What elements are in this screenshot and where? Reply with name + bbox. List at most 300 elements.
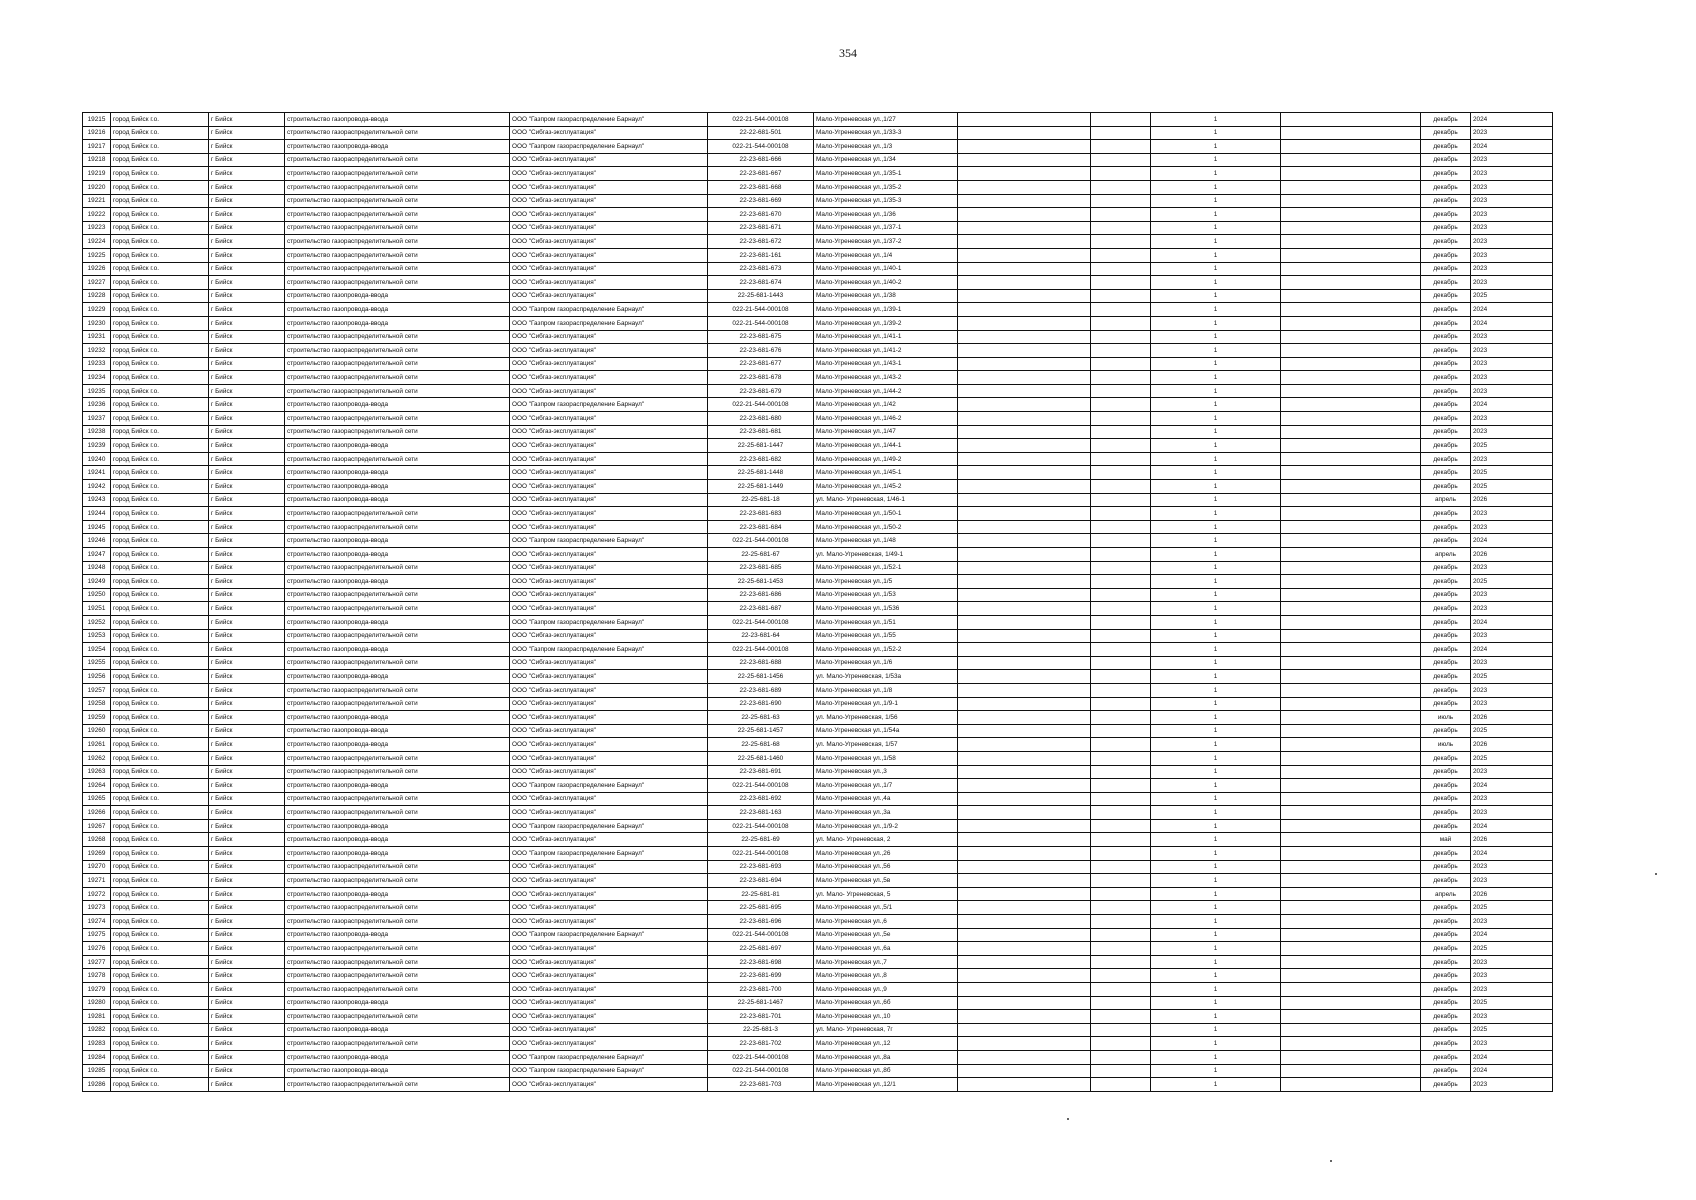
cell-year: 2026 (1471, 548, 1553, 562)
table-row (83, 113, 1553, 127)
cell-work-type: строительство газораспределительной сети (285, 656, 510, 670)
cell-extra-3 (1281, 724, 1421, 738)
cell-extra-1 (958, 330, 1091, 344)
cell-month: декабрь (1421, 303, 1471, 317)
cell-month: декабрь (1421, 1023, 1471, 1037)
cell-quantity: 1 (1151, 765, 1281, 779)
cell-work-type: строительство газораспределительной сети (285, 969, 510, 983)
cell-extra-2 (1091, 751, 1151, 765)
cell-municipality: город Бийск г.о. (111, 588, 209, 602)
cell-extra-2 (1091, 1010, 1151, 1024)
cell-extra-3 (1281, 860, 1421, 874)
cell-year: 2023 (1471, 697, 1553, 711)
cell-address: ул. Мало- Угреневская, 2 (814, 833, 958, 847)
cell-organization: ООО "Сибгаз-эксплуатация" (510, 697, 708, 711)
cell-month: декабрь (1421, 1078, 1471, 1092)
cell-address: Мало-Угреневская ул.,1/3 (814, 140, 958, 154)
cell-address: Мало-Угреневская ул.,1/54а (814, 724, 958, 738)
cell-year: 2023 (1471, 194, 1553, 208)
cell-quantity: 1 (1151, 180, 1281, 194)
cell-extra-1 (958, 928, 1091, 942)
cell-organization: ООО "Сибгаз-эксплуатация" (510, 344, 708, 358)
cell-municipality: город Бийск г.о. (111, 887, 209, 901)
cell-extra-1 (958, 697, 1091, 711)
cell-extra-3 (1281, 1023, 1421, 1037)
cell-quantity: 1 (1151, 303, 1281, 317)
cell-year: 2025 (1471, 670, 1553, 684)
cell-quantity: 1 (1151, 887, 1281, 901)
cell-year: 2023 (1471, 384, 1553, 398)
cell-extra-1 (958, 248, 1091, 262)
cell-address: Мало-Угреневская ул.,1/44-1 (814, 439, 958, 453)
cell-address: Мало-Угреневская ул.,1/45-2 (814, 480, 958, 494)
table-row (83, 928, 1553, 942)
table-row (83, 1050, 1553, 1064)
cell-year: 2024 (1471, 1064, 1553, 1078)
cell-organization: ООО "Сибгаз-эксплуатация" (510, 480, 708, 494)
cell-settlement: г Бийск (209, 384, 285, 398)
cell-municipality: город Бийск г.о. (111, 452, 209, 466)
cell-month: декабрь (1421, 1037, 1471, 1051)
cell-work-type: строительство газораспределительной сети (285, 561, 510, 575)
cell-quantity: 1 (1151, 969, 1281, 983)
cell-address: Мало-Угреневская ул.,1/40-2 (814, 276, 958, 290)
cell-extra-1 (958, 439, 1091, 453)
cell-work-type: строительство газопровода-ввода (285, 643, 510, 657)
cell-organization: ООО "Сибгаз-эксплуатация" (510, 996, 708, 1010)
cell-year: 2024 (1471, 1050, 1553, 1064)
cell-extra-3 (1281, 357, 1421, 371)
cell-registry-code: 22-23-681-688 (708, 656, 814, 670)
cell-registry-code: 22-23-681-163 (708, 806, 814, 820)
cell-municipality: город Бийск г.о. (111, 915, 209, 929)
cell-municipality: город Бийск г.о. (111, 126, 209, 140)
cell-extra-1 (958, 1064, 1091, 1078)
cell-address: Мало-Угреневская ул.,1/46-2 (814, 412, 958, 426)
registry-table (82, 112, 1553, 1092)
cell-work-type: строительство газопровода-ввода (285, 819, 510, 833)
cell-extra-1 (958, 819, 1091, 833)
cell-month: декабрь (1421, 955, 1471, 969)
table-row (83, 1037, 1553, 1051)
cell-settlement: г Бийск (209, 928, 285, 942)
cell-municipality: город Бийск г.о. (111, 548, 209, 562)
cell-work-type: строительство газораспределительной сети (285, 806, 510, 820)
cell-settlement: г Бийск (209, 588, 285, 602)
cell-row-number: 19250 (83, 588, 111, 602)
cell-extra-2 (1091, 942, 1151, 956)
cell-extra-2 (1091, 466, 1151, 480)
cell-extra-2 (1091, 113, 1151, 127)
cell-settlement: г Бийск (209, 860, 285, 874)
cell-registry-code: 22-25-681-1443 (708, 289, 814, 303)
cell-year: 2023 (1471, 167, 1553, 181)
cell-work-type: строительство газораспределительной сети (285, 602, 510, 616)
cell-address: Мало-Угреневская ул.,6б (814, 996, 958, 1010)
cell-quantity: 1 (1151, 534, 1281, 548)
cell-work-type: строительство газопровода-ввода (285, 493, 510, 507)
cell-registry-code: 22-23-681-678 (708, 371, 814, 385)
cell-address: Мало-Угреневская ул.,1/53 (814, 588, 958, 602)
cell-extra-2 (1091, 289, 1151, 303)
cell-organization: ООО "Сибгаз-эксплуатация" (510, 221, 708, 235)
cell-registry-code: 22-23-681-701 (708, 1010, 814, 1024)
cell-year: 2024 (1471, 819, 1553, 833)
cell-work-type: строительство газораспределительной сети (285, 915, 510, 929)
cell-settlement: г Бийск (209, 180, 285, 194)
cell-registry-code: 22-23-681-674 (708, 276, 814, 290)
table-row (83, 1023, 1553, 1037)
cell-municipality: город Бийск г.о. (111, 819, 209, 833)
cell-quantity: 1 (1151, 942, 1281, 956)
cell-row-number: 19248 (83, 561, 111, 575)
cell-registry-code: 22-23-681-675 (708, 330, 814, 344)
cell-year: 2023 (1471, 208, 1553, 222)
cell-month: декабрь (1421, 656, 1471, 670)
cell-work-type: строительство газопровода-ввода (285, 615, 510, 629)
cell-work-type: строительство газораспределительной сети (285, 520, 510, 534)
cell-month: декабрь (1421, 357, 1471, 371)
cell-extra-3 (1281, 330, 1421, 344)
table-row (83, 1064, 1553, 1078)
cell-extra-3 (1281, 507, 1421, 521)
cell-address: Мало-Угреневская ул.,1/9-1 (814, 697, 958, 711)
cell-extra-3 (1281, 711, 1421, 725)
cell-extra-3 (1281, 371, 1421, 385)
cell-municipality: город Бийск г.о. (111, 765, 209, 779)
cell-organization: ООО "Сибгаз-эксплуатация" (510, 656, 708, 670)
cell-quantity: 1 (1151, 493, 1281, 507)
cell-organization: ООО "Сибгаз-эксплуатация" (510, 561, 708, 575)
cell-organization: ООО "Сибгаз-эксплуатация" (510, 887, 708, 901)
cell-month: декабрь (1421, 466, 1471, 480)
cell-registry-code: 22-23-681-681 (708, 425, 814, 439)
cell-organization: ООО "Газпром газораспределение Барнаул" (510, 534, 708, 548)
cell-organization: ООО "Сибгаз-эксплуатация" (510, 153, 708, 167)
cell-quantity: 1 (1151, 629, 1281, 643)
cell-extra-1 (958, 344, 1091, 358)
table-row (83, 765, 1553, 779)
cell-row-number: 19281 (83, 1010, 111, 1024)
cell-month: декабрь (1421, 643, 1471, 657)
table-row (83, 194, 1553, 208)
table-row (83, 439, 1553, 453)
cell-organization: ООО "Сибгаз-эксплуатация" (510, 371, 708, 385)
cell-municipality: город Бийск г.о. (111, 276, 209, 290)
cell-address: Мало-Угреневская ул.,1/9-2 (814, 819, 958, 833)
cell-month: апрель (1421, 493, 1471, 507)
cell-extra-1 (958, 561, 1091, 575)
cell-month: декабрь (1421, 113, 1471, 127)
table-row (83, 724, 1553, 738)
cell-organization: ООО "Сибгаз-эксплуатация" (510, 357, 708, 371)
cell-municipality: город Бийск г.о. (111, 969, 209, 983)
cell-organization: ООО "Газпром газораспределение Барнаул" (510, 140, 708, 154)
cell-organization: ООО "Сибгаз-эксплуатация" (510, 738, 708, 752)
cell-work-type: строительство газораспределительной сети (285, 153, 510, 167)
cell-address: ул. Мало-Угреневская, 1/56 (814, 711, 958, 725)
cell-month: декабрь (1421, 983, 1471, 997)
cell-month: декабрь (1421, 520, 1471, 534)
cell-work-type: строительство газораспределительной сети (285, 371, 510, 385)
cell-extra-1 (958, 262, 1091, 276)
cell-extra-1 (958, 738, 1091, 752)
cell-address: Мало-Угреневская ул.,1/50-2 (814, 520, 958, 534)
table-row (83, 602, 1553, 616)
cell-extra-1 (958, 643, 1091, 657)
cell-quantity: 1 (1151, 289, 1281, 303)
cell-month: декабрь (1421, 819, 1471, 833)
cell-month: декабрь (1421, 996, 1471, 1010)
cell-settlement: г Бийск (209, 1037, 285, 1051)
cell-registry-code: 22-22-681-501 (708, 126, 814, 140)
cell-row-number: 19215 (83, 113, 111, 127)
cell-settlement: г Бийск (209, 534, 285, 548)
cell-extra-3 (1281, 466, 1421, 480)
cell-settlement: г Бийск (209, 697, 285, 711)
cell-extra-3 (1281, 1050, 1421, 1064)
cell-registry-code: 22-25-681-1448 (708, 466, 814, 480)
cell-organization: ООО "Сибгаз-эксплуатация" (510, 248, 708, 262)
cell-quantity: 1 (1151, 955, 1281, 969)
cell-settlement: г Бийск (209, 548, 285, 562)
cell-settlement: г Бийск (209, 711, 285, 725)
cell-year: 2023 (1471, 153, 1553, 167)
cell-settlement: г Бийск (209, 194, 285, 208)
cell-address: Мало-Угреневская ул.,12 (814, 1037, 958, 1051)
cell-settlement: г Бийск (209, 1078, 285, 1092)
cell-year: 2026 (1471, 711, 1553, 725)
cell-month: декабрь (1421, 602, 1471, 616)
table-row (83, 847, 1553, 861)
cell-extra-1 (958, 493, 1091, 507)
cell-work-type: строительство газопровода-ввода (285, 466, 510, 480)
cell-address: Мало-Угреневская ул.,26 (814, 847, 958, 861)
cell-extra-3 (1281, 942, 1421, 956)
cell-work-type: строительство газораспределительной сети (285, 983, 510, 997)
cell-municipality: город Бийск г.о. (111, 724, 209, 738)
cell-work-type: строительство газопровода-ввода (285, 534, 510, 548)
cell-extra-3 (1281, 629, 1421, 643)
cell-month: декабрь (1421, 126, 1471, 140)
cell-registry-code: 22-23-681-64 (708, 629, 814, 643)
cell-extra-2 (1091, 452, 1151, 466)
cell-extra-1 (958, 180, 1091, 194)
cell-row-number: 19267 (83, 819, 111, 833)
cell-quantity: 1 (1151, 1078, 1281, 1092)
cell-extra-2 (1091, 915, 1151, 929)
cell-row-number: 19279 (83, 983, 111, 997)
cell-extra-1 (958, 847, 1091, 861)
cell-extra-1 (958, 452, 1091, 466)
cell-municipality: город Бийск г.о. (111, 847, 209, 861)
cell-row-number: 19241 (83, 466, 111, 480)
cell-year: 2024 (1471, 303, 1553, 317)
cell-address: Мало-Угреневская ул.,12/1 (814, 1078, 958, 1092)
cell-organization: ООО "Газпром газораспределение Барнаул" (510, 847, 708, 861)
cell-year: 2024 (1471, 534, 1553, 548)
cell-organization: ООО "Газпром газораспределение Барнаул" (510, 819, 708, 833)
cell-month: апрель (1421, 548, 1471, 562)
cell-month: декабрь (1421, 425, 1471, 439)
cell-work-type: строительство газораспределительной сети (285, 697, 510, 711)
cell-settlement: г Бийск (209, 683, 285, 697)
cell-extra-1 (958, 602, 1091, 616)
cell-registry-code: 022-21-544-000108 (708, 779, 814, 793)
cell-month: декабрь (1421, 942, 1471, 956)
cell-address: Мало-Угреневская ул.,5в (814, 874, 958, 888)
cell-address: ул. Мало-Угреневская, 1/57 (814, 738, 958, 752)
cell-extra-3 (1281, 153, 1421, 167)
cell-municipality: город Бийск г.о. (111, 289, 209, 303)
cell-registry-code: 22-25-681-63 (708, 711, 814, 725)
cell-organization: ООО "Газпром газораспределение Барнаул" (510, 316, 708, 330)
cell-month: декабрь (1421, 615, 1471, 629)
cell-extra-3 (1281, 113, 1421, 127)
table-row (83, 792, 1553, 806)
cell-row-number: 19226 (83, 262, 111, 276)
cell-municipality: город Бийск г.о. (111, 602, 209, 616)
cell-row-number: 19262 (83, 751, 111, 765)
cell-month: декабрь (1421, 221, 1471, 235)
cell-settlement: г Бийск (209, 344, 285, 358)
cell-organization: ООО "Сибгаз-эксплуатация" (510, 126, 708, 140)
cell-row-number: 19263 (83, 765, 111, 779)
cell-settlement: г Бийск (209, 1064, 285, 1078)
cell-extra-3 (1281, 819, 1421, 833)
cell-extra-3 (1281, 126, 1421, 140)
cell-settlement: г Бийск (209, 520, 285, 534)
cell-work-type: строительство газораспределительной сети (285, 276, 510, 290)
cell-organization: ООО "Газпром газораспределение Барнаул" (510, 303, 708, 317)
cell-row-number: 19286 (83, 1078, 111, 1092)
cell-quantity: 1 (1151, 996, 1281, 1010)
cell-month: декабрь (1421, 724, 1471, 738)
cell-extra-3 (1281, 235, 1421, 249)
cell-work-type: строительство газораспределительной сети (285, 507, 510, 521)
cell-organization: ООО "Сибгаз-эксплуатация" (510, 194, 708, 208)
cell-extra-2 (1091, 371, 1151, 385)
cell-month: декабрь (1421, 276, 1471, 290)
cell-municipality: город Бийск г.о. (111, 779, 209, 793)
cell-municipality: город Бийск г.о. (111, 928, 209, 942)
cell-extra-2 (1091, 738, 1151, 752)
cell-extra-3 (1281, 996, 1421, 1010)
cell-settlement: г Бийск (209, 915, 285, 929)
cell-work-type: строительство газораспределительной сети (285, 452, 510, 466)
cell-extra-3 (1281, 534, 1421, 548)
cell-extra-2 (1091, 588, 1151, 602)
cell-settlement: г Бийск (209, 983, 285, 997)
cell-extra-2 (1091, 697, 1151, 711)
cell-year: 2023 (1471, 344, 1553, 358)
table-row (83, 615, 1553, 629)
cell-organization: ООО "Газпром газораспределение Барнаул" (510, 779, 708, 793)
cell-municipality: город Бийск г.о. (111, 575, 209, 589)
cell-row-number: 19238 (83, 425, 111, 439)
cell-registry-code: 22-25-681-1457 (708, 724, 814, 738)
cell-settlement: г Бийск (209, 996, 285, 1010)
cell-year: 2026 (1471, 887, 1553, 901)
cell-year: 2023 (1471, 262, 1553, 276)
cell-settlement: г Бийск (209, 398, 285, 412)
cell-month: декабрь (1421, 412, 1471, 426)
cell-year: 2026 (1471, 738, 1553, 752)
cell-settlement: г Бийск (209, 507, 285, 521)
cell-settlement: г Бийск (209, 289, 285, 303)
cell-extra-2 (1091, 561, 1151, 575)
cell-registry-code: 22-23-681-680 (708, 412, 814, 426)
cell-address: Мало-Угреневская ул.,1/37-1 (814, 221, 958, 235)
cell-work-type: строительство газораспределительной сети (285, 860, 510, 874)
cell-settlement: г Бийск (209, 833, 285, 847)
cell-registry-code: 22-25-681-67 (708, 548, 814, 562)
table-row (83, 942, 1553, 956)
cell-work-type: строительство газораспределительной сети (285, 167, 510, 181)
cell-registry-code: 22-23-681-672 (708, 235, 814, 249)
cell-extra-2 (1091, 833, 1151, 847)
table-row (83, 357, 1553, 371)
cell-quantity: 1 (1151, 1010, 1281, 1024)
cell-row-number: 19273 (83, 901, 111, 915)
cell-municipality: город Бийск г.о. (111, 629, 209, 643)
cell-row-number: 19276 (83, 942, 111, 956)
cell-address: Мало-Угреневская ул.,8б (814, 1064, 958, 1078)
cell-address: Мало-Угреневская ул.,1/55 (814, 629, 958, 643)
cell-extra-1 (958, 874, 1091, 888)
cell-month: декабрь (1421, 629, 1471, 643)
cell-row-number: 19266 (83, 806, 111, 820)
cell-municipality: город Бийск г.о. (111, 955, 209, 969)
cell-year: 2024 (1471, 779, 1553, 793)
cell-extra-3 (1281, 751, 1421, 765)
cell-year: 2025 (1471, 942, 1553, 956)
cell-extra-2 (1091, 1050, 1151, 1064)
cell-settlement: г Бийск (209, 208, 285, 222)
cell-row-number: 19249 (83, 575, 111, 589)
cell-address: Мало-Угреневская ул.,1/37-2 (814, 235, 958, 249)
cell-month: декабрь (1421, 779, 1471, 793)
cell-organization: ООО "Сибгаз-эксплуатация" (510, 901, 708, 915)
cell-settlement: г Бийск (209, 561, 285, 575)
cell-work-type: строительство газопровода-ввода (285, 398, 510, 412)
cell-work-type: строительство газораспределительной сети (285, 683, 510, 697)
cell-row-number: 19252 (83, 615, 111, 629)
cell-extra-2 (1091, 847, 1151, 861)
cell-extra-2 (1091, 384, 1151, 398)
cell-year: 2023 (1471, 983, 1553, 997)
cell-address: Мало-Угреневская ул.,7 (814, 955, 958, 969)
cell-extra-1 (958, 670, 1091, 684)
cell-extra-1 (958, 412, 1091, 426)
cell-quantity: 1 (1151, 126, 1281, 140)
cell-extra-2 (1091, 670, 1151, 684)
cell-settlement: г Бийск (209, 751, 285, 765)
table-row (83, 466, 1553, 480)
cell-extra-1 (958, 887, 1091, 901)
cell-quantity: 1 (1151, 670, 1281, 684)
cell-registry-code: 22-23-681-693 (708, 860, 814, 874)
cell-quantity: 1 (1151, 901, 1281, 915)
table-row (83, 548, 1553, 562)
cell-settlement: г Бийск (209, 615, 285, 629)
cell-month: декабрь (1421, 860, 1471, 874)
cell-work-type: строительство газопровода-ввода (285, 847, 510, 861)
cell-organization: ООО "Сибгаз-эксплуатация" (510, 833, 708, 847)
cell-extra-1 (958, 316, 1091, 330)
cell-quantity: 1 (1151, 561, 1281, 575)
cell-extra-1 (958, 357, 1091, 371)
